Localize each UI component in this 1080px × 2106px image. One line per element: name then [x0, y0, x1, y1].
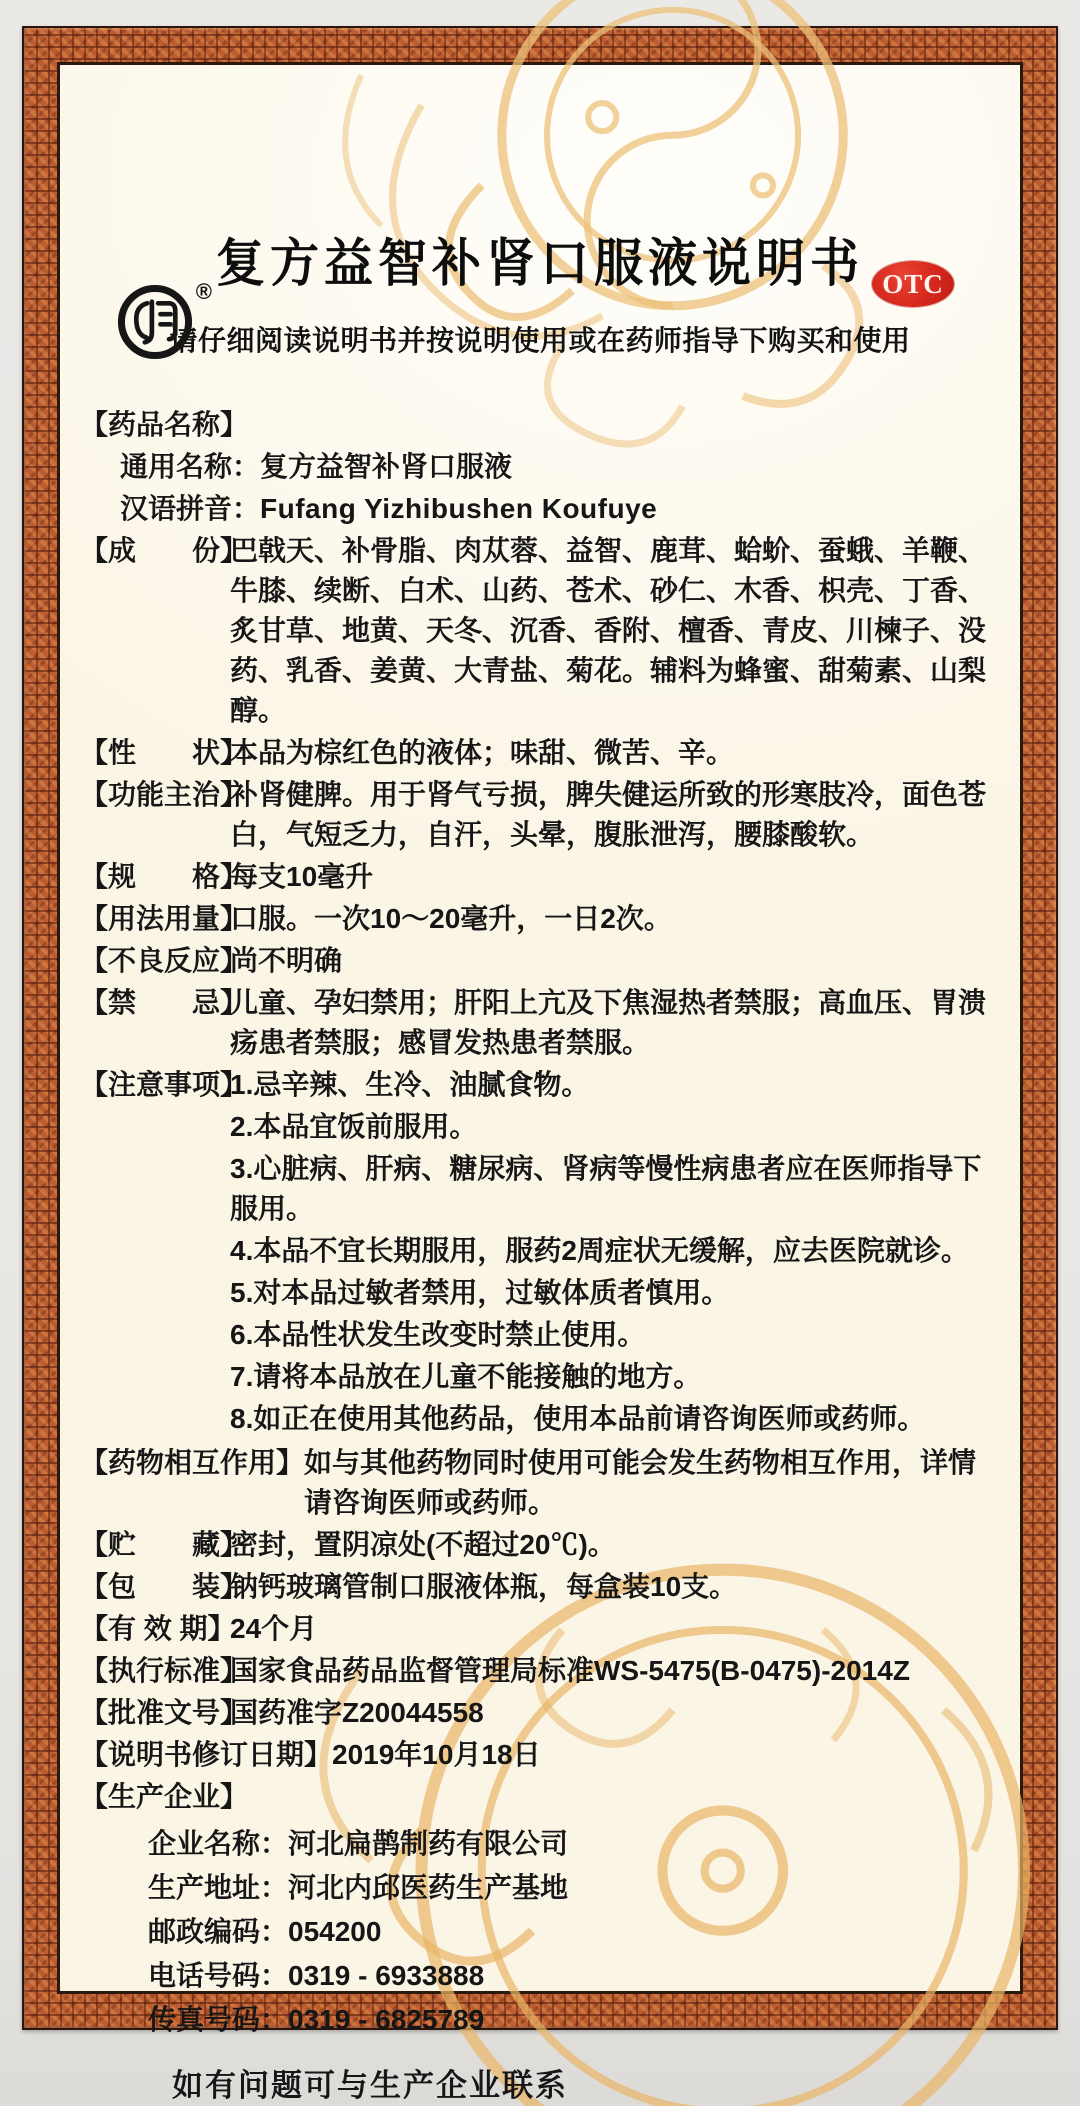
precaution-item: 7.请将本品放在儿童不能接触的地方。 [230, 1361, 702, 1392]
section-label: 【说明书修订日期】 [80, 1739, 333, 1770]
manufacturer-details [80, 1823, 1000, 2040]
manufacturer-value: 河北内邱医药生产基地 [288, 1872, 569, 1903]
otc-badge: OTC [872, 261, 954, 307]
section-specification [80, 857, 1000, 897]
section-revision-date [80, 1735, 1000, 1775]
precaution-item: 3.心脏病、肝病、糖尿病、肾病等慢性病患者应在医师指导下服用。 [230, 1153, 982, 1224]
section-label: 【成 份】 [80, 535, 249, 566]
precaution-list [230, 1065, 1000, 1441]
precaution-item: 6.本品性状发生改变时禁止使用。 [230, 1319, 646, 1350]
precaution-item: 1.忌辛辣、生冷、油腻食物。 [230, 1069, 590, 1100]
precaution-item: 5.对本品过敏者禁用，过敏体质者慎用。 [230, 1277, 730, 1308]
section-label: 【功能主治】 [80, 779, 249, 810]
section-properties [80, 733, 1000, 773]
manufacturer-row [148, 1867, 1000, 1908]
ornate-border-frame [22, 26, 1058, 2103]
manufacturer-value: 0319 - 6933888 [288, 1960, 485, 1991]
page-title: 复方益智补肾口服液说明书 [215, 232, 864, 294]
section-packaging [80, 1567, 1000, 1607]
section-storage [80, 1525, 1000, 1565]
section-label: 【有 效 期】 [80, 1613, 236, 1644]
precaution-item: 8.如正在使用其他药品，使用本品前请咨询医师或药师。 [230, 1403, 926, 1434]
manufacturer-key: 生产地址： [148, 1872, 289, 1903]
pinyin-label: 汉语拼音： [120, 493, 261, 524]
section-standard [80, 1651, 1000, 1691]
section-label: 【规 格】 [80, 861, 249, 892]
section-drug-interactions [80, 1443, 1000, 1523]
section-text: 国药准字Z20044558 [230, 1697, 484, 1728]
manufacturer-row [148, 1955, 1000, 1996]
leaflet-paper [57, 62, 1023, 2103]
section-text: 巴戟天、补骨脂、肉苁蓉、益智、鹿茸、蛤蚧、蚕蛾、羊鞭、牛膝、续断、白术、山药、苍术、砂仁、木香、枳壳、丁香、炙甘草、地黄、天冬、沉香、香附、檀香、青皮、川楝子、没药、乳香、姜黄、大青盐、菊花。辅料为蜂蜜、甜菊素、山梨醇。 [230, 535, 987, 726]
manufacturer-value: 河北扁鹊制药有限公司 [288, 1828, 569, 1859]
section-adverse-reactions [80, 941, 1000, 981]
section-text: 本品为棕红色的液体；味甜、微苦、辛。 [230, 737, 735, 768]
section-label: 【批准文号】 [80, 1697, 249, 1728]
manufacturer-value: 0319 - 6825789 [288, 2004, 485, 2035]
pinyin-row [80, 489, 1000, 529]
section-text: 密封，置阴凉处(不超过20℃)。 [230, 1529, 616, 1560]
manufacturer-row [148, 1823, 1000, 1864]
section-text: 每支10毫升 [230, 861, 374, 892]
precaution-item: 2.本品宜饭前服用。 [230, 1111, 478, 1142]
section-text: 如与其他药物同时使用可能会发生药物相互作用，详情请咨询医师或药师。 [304, 1447, 977, 1518]
generic-name-row [80, 447, 1000, 487]
section-ingredients [80, 531, 1000, 731]
pinyin-value: Fufang Yizhibushen Koufuye [260, 493, 658, 524]
registered-trademark-symbol: ® [195, 279, 212, 304]
section-text: 24个月 [230, 1613, 318, 1644]
manufacturer-key: 企业名称： [148, 1828, 289, 1859]
section-text: 补肾健脾。用于肾气亏损，脾失健运所致的形寒肢冷，面色苍白，气短乏力，自汗，头晕，腹胀泄泻，腰膝酸软。 [230, 779, 987, 850]
section-label: 【注意事项】 [80, 1069, 249, 1100]
section-indications [80, 775, 1000, 855]
section-label: 【性 状】 [80, 737, 249, 768]
leaflet-content [80, 225, 1000, 2106]
section-contraindications [80, 983, 1000, 1063]
manufacturer-key: 传真号码： [148, 2004, 289, 2035]
section-label: 【执行标准】 [80, 1655, 249, 1686]
section-drug-name [80, 405, 1000, 445]
section-validity [80, 1609, 1000, 1649]
section-text: 国家食品药品监督管理局标准WS-5475(B-0475)-2014Z [230, 1655, 910, 1686]
section-text: 尚不明确 [230, 945, 343, 976]
section-label: 【生产企业】 [80, 1781, 249, 1812]
section-label: 【用法用量】 [80, 903, 249, 934]
section-dosage [80, 899, 1000, 939]
manufacturer-value: 054200 [288, 1916, 382, 1947]
section-precautions [80, 1065, 1000, 1441]
section-label: 【不良反应】 [80, 945, 249, 976]
section-label: 【禁 忌】 [80, 987, 249, 1018]
contact-note: 如有问题可与生产企业联系 [172, 2068, 568, 2103]
manufacturer-row [148, 1999, 1000, 2040]
manufacturer-key: 邮政编码： [148, 1916, 289, 1947]
generic-name-value: 复方益智补肾口服液 [260, 451, 513, 482]
section-label: 【贮 藏】 [80, 1529, 249, 1560]
section-text: 钠钙玻璃管制口服液体瓶，每盒装10支。 [230, 1571, 738, 1602]
section-label: 【药物相互作用】 [80, 1447, 305, 1478]
section-label: 【药品名称】 [80, 409, 249, 440]
generic-name-label: 通用名称： [120, 451, 261, 482]
leaflet-sections [80, 405, 1000, 2106]
section-text: 2019年10月18日 [332, 1739, 541, 1770]
section-label: 【包 装】 [80, 1571, 249, 1602]
precaution-item: 4.本品不宜长期服用，服药2周症状无缓解，应去医院就诊。 [230, 1235, 969, 1266]
manufacturer-row [148, 1911, 1000, 1952]
section-text: 儿童、孕妇禁用；肝阳上亢及下焦湿热者禁服；高血压、胃溃疡患者禁服；感冒发热患者禁服。 [230, 987, 987, 1058]
section-manufacturer [80, 1777, 1000, 1817]
section-text: 口服。一次10～20毫升，一日2次。 [230, 903, 672, 934]
section-approval-number [80, 1693, 1000, 1733]
manufacturer-key: 电话号码： [148, 1960, 289, 1991]
subtitle-warning: 请仔细阅读说明书并按说明使用或在药师指导下购买和使用 [169, 325, 911, 356]
